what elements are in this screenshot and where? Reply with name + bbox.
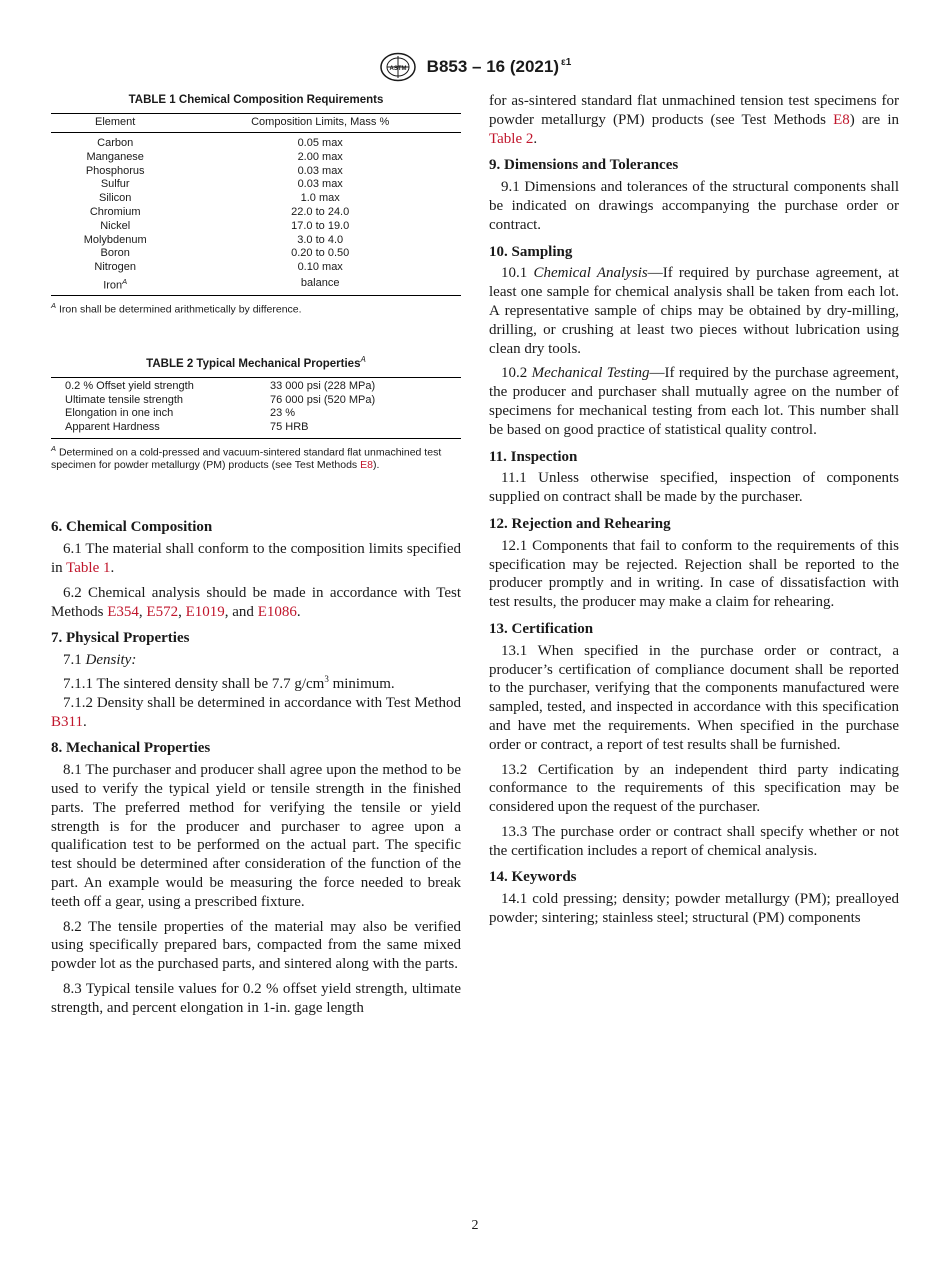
- table-row: [51, 421, 461, 438]
- paragraph-text-end: .: [533, 130, 538, 147]
- paragraph-13-1: 13.1 When specified in the purchase order or contract, a producer’s certification of compliance document shall be reported to the purchaser, verifying that the components manufactured were sampled, tested, and inspected in accordance with this specification and have met the requirements. When specified in the purchase order or contract, a report of test results shall be furnished.: [489, 642, 899, 753]
- logo-text: ASTM: [389, 66, 407, 72]
- element-cell: Boron: [100, 247, 130, 260]
- limit-cell: 3.0 to 4.0: [297, 233, 344, 246]
- limit-cell: 0.05 max: [297, 137, 343, 149]
- paragraph-11-1: 11.1 Unless otherwise specified, inspection of components supplied on contract shall be made by the purchaser.: [489, 470, 899, 506]
- paragraph-italic: Mechanical Testing: [531, 365, 650, 382]
- section-heading: 11. Inspection: [489, 448, 578, 465]
- paragraph-8-2: 8.2 The tensile properties of the material may also be verified using specifically prepared bars, compacted from the same mixed powder lot as the purchased parts, and sintered along with the parts.: [51, 918, 461, 973]
- limit-cell: 0.03 max: [297, 178, 343, 191]
- page-number: 2: [471, 1218, 479, 1233]
- section-12: [489, 515, 899, 612]
- section-heading: 14. Keywords: [489, 869, 577, 886]
- separator: ,: [138, 603, 147, 620]
- chemical-composition-table: [51, 113, 461, 296]
- section-9: [489, 156, 899, 234]
- footnote-text: Iron shall be determined arithmetically by difference.: [58, 303, 302, 316]
- paragraph-13-2: 13.2 Certification by an independent third party indicating conformance to the requirements of this specification may be considered upon the request of the purchaser.: [489, 761, 899, 816]
- document-designation: [427, 57, 572, 77]
- section-heading: 10. Sampling: [489, 243, 573, 260]
- table-row: [51, 206, 461, 220]
- link-table-1[interactable]: Table 1: [66, 560, 111, 577]
- paragraph-number: 7.1: [63, 652, 86, 669]
- element-cell: Chromium: [89, 205, 141, 218]
- paragraph-text: 6.2 Chemical analysis should be made in accordance with Test Methods: [51, 584, 461, 620]
- astm-logo-icon: [379, 52, 417, 82]
- footnote-marker: A: [360, 354, 366, 364]
- limit-cell: 17.0 to 19.0: [291, 219, 350, 232]
- limit-cell: 0.03 max: [297, 164, 343, 177]
- table-2-footnote: [51, 442, 461, 473]
- paragraph-text-end: .: [296, 603, 301, 620]
- table-1-header-row: [51, 114, 461, 133]
- paragraph-14-1: 14.1 cold pressing; density; powder metallurgy (PM); prealloyed powder; sintering; stainless steel; structural (PM) components: [489, 891, 899, 927]
- footnote-text: Determined on a cold-pressed and vacuum-sintered standard flat unmachined test specimen for powder metallurgy (PM) products (see Test Methods: [51, 446, 442, 472]
- section-14: [489, 868, 899, 927]
- link-e8[interactable]: E8: [833, 111, 850, 128]
- table-2: [51, 355, 461, 473]
- footnote-marker: A: [51, 443, 57, 453]
- property-cell: Apparent Hardness: [65, 421, 160, 434]
- left-column: [51, 92, 461, 1026]
- section-8: [51, 739, 461, 1017]
- paragraph-text-end: .: [82, 713, 87, 730]
- table-row: [51, 151, 461, 165]
- paragraph-8-3-continued: [489, 92, 899, 148]
- link-b311[interactable]: B311: [51, 713, 83, 730]
- link-e1019[interactable]: E1019: [185, 603, 225, 620]
- limit-cell: 22.0 to 24.0: [291, 205, 350, 218]
- limit-cell: 2.00 max: [297, 150, 343, 163]
- table-row: [51, 247, 461, 261]
- section-13: [489, 620, 899, 861]
- section-heading: 9. Dimensions and Tolerances: [489, 157, 679, 174]
- table-row: [51, 261, 461, 275]
- section-heading: 12. Rejection and Rehearing: [489, 515, 671, 532]
- paragraph-7-1: [51, 651, 461, 670]
- table-2-title: [51, 355, 461, 370]
- table-row: [51, 178, 461, 192]
- paragraph-9-1: 9.1 Dimensions and tolerances of the structural components shall be indicated on drawings accompanying the purchase order or contract.: [489, 179, 899, 233]
- column-header-element: Element: [51, 114, 179, 133]
- limit-cell: balance: [179, 275, 461, 296]
- paragraph-italic: Density:: [85, 652, 137, 669]
- table-row: [51, 275, 461, 296]
- link-e572[interactable]: E572: [146, 603, 179, 620]
- property-cell: 0.2 % Offset yield strength: [65, 379, 194, 392]
- mechanical-properties-table: [51, 377, 461, 439]
- element-cell: Silicon: [98, 192, 132, 205]
- page-header: [0, 52, 950, 82]
- paragraph-10-2: [489, 364, 899, 439]
- paragraph-number: 10.1: [501, 265, 534, 282]
- element-cell: Nitrogen: [94, 261, 136, 274]
- paragraph-text: —If required by the purchase agreement, the producer and purchaser shall mutually agree on the number of specimens for mechanical testing from each lot. This number shall be based on good practice of statistical quality control.: [489, 365, 899, 438]
- section-heading: 7. Physical Properties: [51, 630, 190, 647]
- element-cell: [51, 275, 179, 296]
- paragraph-10-1: [489, 264, 899, 358]
- section-heading: 13. Certification: [489, 620, 594, 637]
- paragraph-13-3: 13.3 The purchase order or contract shall specify whether or not the certification includes a report of chemical analysis.: [489, 823, 899, 859]
- property-cell: Ultimate tensile strength: [65, 393, 183, 406]
- element-cell: Sulfur: [100, 178, 130, 191]
- paragraph-text-mid: ) are in: [849, 111, 899, 128]
- paragraph-8-3: 8.3 Typical tensile values for 0.2 % offset yield strength, ultimate strength, and percent elongation in 1-in. gage length: [51, 980, 461, 1016]
- paragraph-7-1-1: [51, 670, 461, 694]
- paragraph-7-1-2: [51, 694, 461, 732]
- column-header-limits: Composition Limits, Mass %: [179, 114, 461, 133]
- section-11: [489, 448, 899, 507]
- separator: , and: [224, 603, 258, 620]
- value-cell: 75 HRB: [270, 421, 309, 434]
- limit-cell: 0.10 max: [297, 261, 343, 274]
- paragraph-text: 6.1 The material shall conform to the composition limits specified in: [51, 541, 461, 577]
- footnote-marker: A: [122, 276, 128, 286]
- element-cell: Nickel: [100, 219, 131, 232]
- paragraph-text: —If required by purchase agreement, at least one sample for chemical analysis shall be taken from each lot. A representative sample of chips may be obtained by dry-milling, drilling, or crushing at least two pieces without lubrication using clean dry tools.: [489, 265, 900, 357]
- value-cell: 23 %: [270, 407, 296, 420]
- paragraph-12-1: 12.1 Components that fail to conform to the requirements of this specification may be rejected. Rejection shall be reported to the producer promptly and in writing. In case of dissatisfaction with test results, the producer may make a claim for rehearing.: [489, 537, 899, 611]
- value-cell: 76 000 psi (520 MPa): [270, 393, 376, 406]
- link-e8[interactable]: E8: [360, 459, 373, 472]
- value-cell: 33 000 psi (228 MPa): [270, 379, 376, 392]
- table-row: [51, 133, 461, 151]
- element-cell: Phosphorus: [85, 164, 145, 177]
- paragraph-text-end: minimum.: [328, 676, 395, 693]
- paragraph-number: 10.2: [501, 365, 532, 382]
- table-row: [51, 394, 461, 408]
- table-1: [51, 94, 461, 317]
- link-table-2[interactable]: Table 2: [489, 130, 534, 147]
- table-row: [51, 407, 461, 421]
- element-cell: Carbon: [97, 137, 134, 149]
- paragraph-italic: Chemical Analysis: [533, 265, 648, 282]
- table-1-footnote: [51, 299, 461, 317]
- separator: ,: [178, 603, 186, 620]
- doc-id-text: B853 – 16 (2021): [426, 57, 559, 76]
- superscript: 3: [324, 674, 329, 685]
- section-6: [51, 518, 461, 621]
- table-row: [51, 234, 461, 248]
- element-cell: Molybdenum: [83, 233, 147, 246]
- link-e1086[interactable]: E1086: [257, 603, 297, 620]
- element-cell: Manganese: [86, 150, 144, 163]
- table-row: [51, 220, 461, 234]
- paragraph-text: 7.1.1 The sintered density shall be 7.7 g/cm: [63, 676, 325, 693]
- property-cell: Elongation in one inch: [65, 407, 174, 420]
- element-name: Iron: [103, 279, 123, 292]
- paragraph-6-1: [51, 540, 461, 578]
- paragraph-text: 7.1.2 Density shall be determined in accordance with Test Method: [63, 694, 461, 711]
- table-2-title-text: TABLE 2 Typical Mechanical Properties: [146, 357, 361, 370]
- section-7: [51, 629, 461, 731]
- table-row: [51, 377, 461, 393]
- paragraph-text-end: .: [110, 560, 115, 577]
- paragraph-text: for as-sintered standard flat unmachined tension test specimens for powder metallurgy (PM) products (see Test Methods: [489, 93, 899, 128]
- table-row: [51, 165, 461, 179]
- paragraph-8-1: 8.1 The purchaser and producer shall agree upon the method to be used to verify the typical yield or tensile strength in the finished parts. The preferred method for verifying the tensile or yield strength is for the producer and purchaser to agree upon a qualification test to be performed on the actual part. The specific test should be determined after consideration of the function of the part. An example would be measuring the force needed to break teeth off a gear, using a prescribed fixture.: [51, 762, 461, 910]
- section-heading: 8. Mechanical Properties: [51, 740, 211, 757]
- doc-id-superscript: ε1: [561, 57, 572, 69]
- table-1-title: TABLE 1 Chemical Composition Requirements: [128, 94, 384, 106]
- footnote-marker: A: [51, 301, 57, 311]
- limit-cell: 1.0 max: [300, 192, 340, 205]
- right-column: [489, 92, 899, 936]
- table-row: [51, 192, 461, 206]
- section-10: [489, 243, 899, 440]
- section-heading: 6. Chemical Composition: [51, 519, 213, 536]
- link-e354[interactable]: E354: [107, 603, 139, 620]
- footnote-text-end: ).: [372, 459, 380, 472]
- limit-cell: 0.20 to 0.50: [291, 247, 350, 260]
- paragraph-6-2: [51, 584, 461, 622]
